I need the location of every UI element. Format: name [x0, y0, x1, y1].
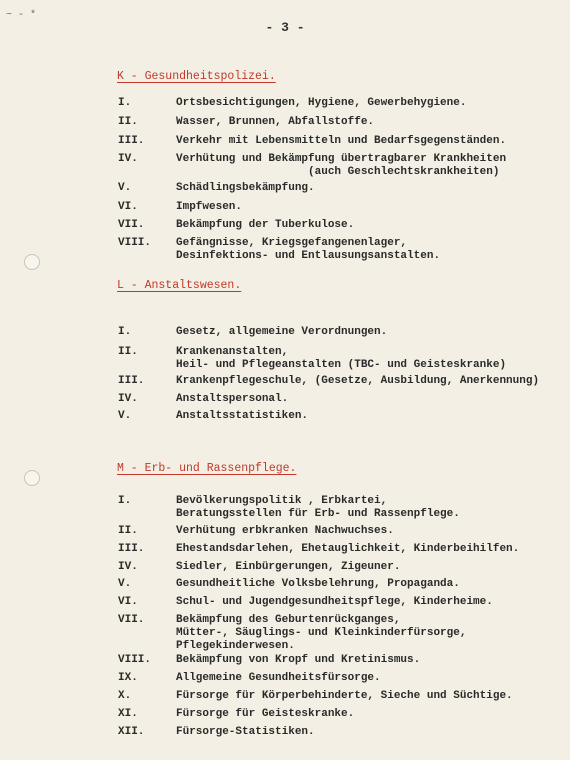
item-text: Gesundheitliche Volksbelehrung, Propaganda.: [176, 578, 460, 590]
item-text: Fürsorge-Statistiken.: [176, 726, 315, 738]
item-number: VIII.: [118, 237, 152, 249]
item-number: I.: [118, 326, 132, 338]
item-text: Krankenanstalten, Heil- und Pflegeanstalten (TBC- und Geisteskranke): [176, 346, 507, 371]
item-text: Schädlingsbekämpfung.: [176, 182, 315, 194]
item-text: Schul- und Jugendgesundheitspflege, Kinderheime.: [176, 596, 493, 608]
item-text: Bekämpfung des Geburtenrückganges, Mütter-, Säuglings- und Kleinkinderfürsorge, Pflegekinderwesen.: [176, 614, 467, 652]
item-number: XII.: [118, 726, 145, 738]
item-number: VII.: [118, 614, 145, 626]
item-text: Siedler, Einbürgerungen, Zigeuner.: [176, 561, 401, 573]
item-text: Impfwesen.: [176, 201, 243, 213]
item-text: Bekämpfung der Tuberkulose.: [176, 219, 355, 231]
item-text: Fürsorge für Geisteskranke.: [176, 708, 355, 720]
item-text: Ortsbesichtigungen, Hygiene, Gewerbehygiene.: [176, 97, 467, 109]
punch-hole: [24, 470, 40, 486]
item-number: VI.: [118, 201, 138, 213]
page-number: - 3 -: [265, 20, 305, 35]
item-text: Gesetz, allgemeine Verordnungen.: [176, 326, 388, 338]
item-number: V.: [118, 182, 132, 194]
item-text: Gefängnisse, Kriegsgefangenenlager, Desinfektions- und Entlausungsanstalten.: [176, 237, 441, 262]
item-number: IV.: [118, 153, 138, 165]
item-number: VIII.: [118, 654, 152, 666]
item-number: II.: [118, 116, 138, 128]
item-number: I.: [118, 97, 132, 109]
section-heading-k: K - Gesundheitspolizei.: [117, 70, 276, 83]
item-text: Bekämpfung von Kropf und Kretinismus.: [176, 654, 421, 666]
section-heading-m: M - Erb- und Rassenpflege.: [117, 462, 297, 475]
item-number: III.: [118, 375, 145, 387]
item-text: Verhütung und Bekämpfung übertragbarer Krankheiten (auch Geschlechtskrankheiten): [176, 153, 507, 178]
item-text: Anstaltsstatistiken.: [176, 410, 309, 422]
item-number: I.: [118, 495, 132, 507]
punch-hole: [24, 254, 40, 270]
item-number: VII.: [118, 219, 145, 231]
item-number: IV.: [118, 561, 138, 573]
item-text: Bevölkerungspolitik , Erbkartei, Beratungsstellen für Erb- und Rassenpflege.: [176, 495, 460, 520]
item-text: Allgemeine Gesundheitsfürsorge.: [176, 672, 381, 684]
item-number: V.: [118, 578, 132, 590]
item-text: Ehestandsdarlehen, Ehetauglichkeit, Kinderbeihilfen.: [176, 543, 520, 555]
section-heading-l: L - Anstaltswesen.: [117, 279, 242, 292]
item-number: XI.: [118, 708, 138, 720]
item-number: X.: [118, 690, 132, 702]
item-text: Anstaltspersonal.: [176, 393, 289, 405]
item-text: Wasser, Brunnen, Abfallstoffe.: [176, 116, 375, 128]
item-number: II.: [118, 525, 138, 537]
item-text: Verkehr mit Lebensmitteln und Bedarfsgegenständen.: [176, 135, 507, 147]
item-number: IX.: [118, 672, 138, 684]
item-text: Verhütung erbkranken Nachwuchses.: [176, 525, 394, 537]
item-text: Fürsorge für Körperbehinderte, Sieche und Süchtige.: [176, 690, 513, 702]
item-number: IV.: [118, 393, 138, 405]
item-number: VI.: [118, 596, 138, 608]
item-number: III.: [118, 543, 145, 555]
item-number: III.: [118, 135, 145, 147]
item-number: II.: [118, 346, 138, 358]
item-text: Krankenpflegeschule, (Gesetze, Ausbildung, Anerkennung): [176, 375, 540, 387]
corner-marks: ~ - *: [6, 10, 37, 21]
item-number: V.: [118, 410, 132, 422]
